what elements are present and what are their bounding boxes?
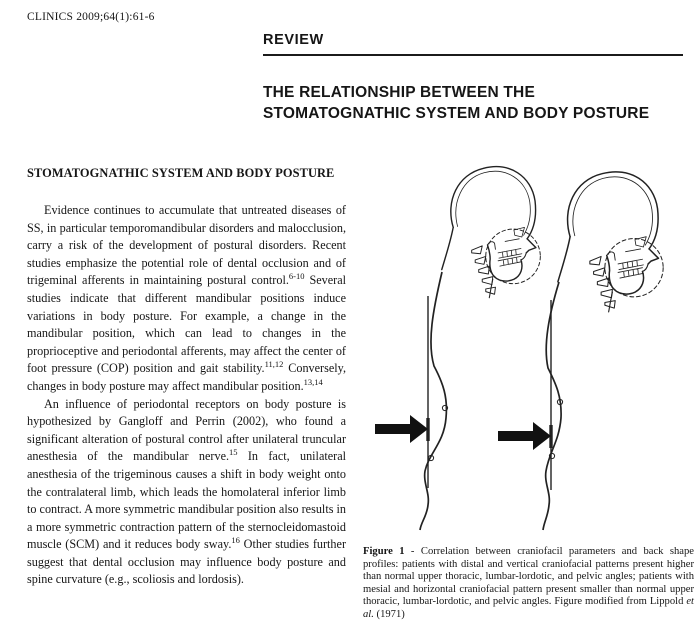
- text-column: [27, 166, 346, 589]
- body-text: Other studies further suggest that dental occlusion may influence body posture and spine curvature (e.g., scoliosis and lordosis).: [27, 537, 346, 587]
- article-title-line2: STOMATOGNATHIC SYSTEM AND BODY POSTURE: [263, 105, 650, 122]
- figure-caption-year: (1971): [373, 608, 405, 620]
- spine-curve-left: [420, 272, 446, 530]
- figure-caption: [363, 546, 694, 622]
- spine-curve-right: [543, 282, 561, 530]
- reference-superscript: 11,12: [264, 359, 284, 370]
- skull-profile-left: [442, 167, 541, 298]
- figure-column: [363, 150, 694, 622]
- arrow-icon-left: [375, 415, 428, 443]
- section-heading: STOMATOGNATHIC SYSTEM AND BODY POSTURE: [27, 166, 335, 180]
- article-title: [263, 82, 691, 124]
- body-text: Evidence continues to accumulate that untreated diseases of SS, in particular temporomandibular disorders and malocclusion, carry a risk of the development of postural disorders. Recent studies emphasize the potential role of dental occlusion and of trigeminal afferents in maintaining postural control.: [27, 203, 346, 288]
- figure-caption-separator: -: [404, 546, 421, 557]
- figure-image: [363, 150, 694, 542]
- body-paragraph-1: [27, 202, 346, 396]
- figure-caption-label: Figure 1: [363, 546, 405, 557]
- figure-caption-text: Correlation between craniofacil parameters and back shape profiles: patients with distal and vertical craniofacial patterns present higher than normal upper thoracic, lumbar-lordotic, and pelvic angles; patients with mesial and horizontal craniofacial pattern present smaller than normal upper thoracic, lumbar-lordotic, and pelvic angles. Figure modified from Lippold: [363, 546, 695, 608]
- figure-caption-etal: et al.: [363, 596, 694, 620]
- header-rule: [263, 54, 683, 56]
- journal-reference: CLINICS 2009;64(1):61-6: [27, 11, 155, 23]
- body-paragraph-2: [27, 396, 346, 590]
- body-text: An influence of periodontal receptors on body posture is hypothesized by Gangloff and Perrin (2002), who found a significant alteration of postural control after unilateral truncular anesthesia of the mandibular nerve.: [27, 396, 346, 464]
- reference-superscript: 15: [229, 447, 238, 458]
- reference-superscript: 13,14: [303, 376, 323, 387]
- arrow-icon-right: [498, 422, 551, 450]
- back-profile-right: [498, 282, 563, 530]
- reference-superscript: 6-10: [288, 271, 305, 282]
- body-text: Conversely, changes in body posture may affect mandibular position.: [27, 361, 346, 393]
- back-profile-left: [375, 272, 448, 530]
- article-title-line1: THE RELATIONSHIP BETWEEN THE: [263, 84, 535, 101]
- section-label: REVIEW: [263, 32, 324, 48]
- body-text: Several studies indicate that different mandibular positions induce variations in body posture. For example, a change in the mandibular position, which can lead to changes in the proprioceptive and periodontal afferents, may affect the center of foot pressure (COP) position and gait stability.: [27, 273, 347, 376]
- skull-profile-right: [558, 172, 663, 312]
- reference-superscript: 16: [231, 535, 240, 546]
- body-text: In fact, unilateral anesthesia of the trigeminous causes a shift in body weight onto the contralateral limb, which leads the homolateral inferior limb to contract. A more symmetric mandibular position also results in a more symmetric contraction pattern of the sternocleidomastoid muscle (SCM) and it reduces body sway.: [27, 449, 346, 552]
